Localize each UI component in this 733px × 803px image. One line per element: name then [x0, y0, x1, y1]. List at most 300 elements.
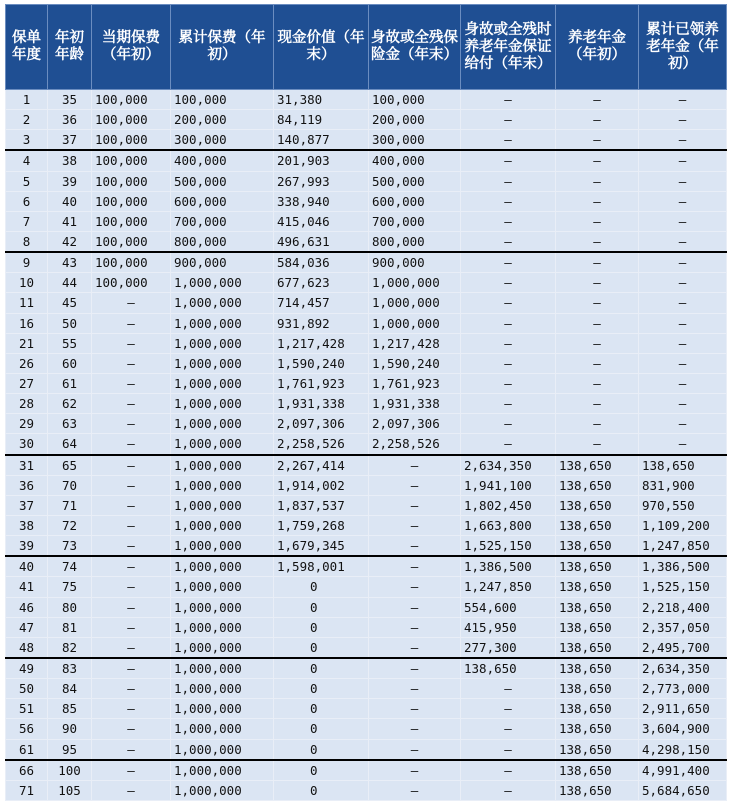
cell-cash-value: 1,217,428 — [274, 333, 369, 353]
cell-cumulative-premium: 1,000,000 — [171, 293, 274, 313]
cell-annuity: – — [556, 353, 639, 373]
cell-cumulative-annuity: – — [639, 130, 727, 151]
cell-death-benefit: – — [369, 577, 461, 597]
cell-cumulative-premium: 1,000,000 — [171, 495, 274, 515]
cell-death-benefit: 1,590,240 — [369, 353, 461, 373]
cell-annuity: 138,650 — [556, 760, 639, 781]
table-row — [6, 475, 727, 495]
cell-annuity: – — [556, 414, 639, 434]
cell-annuity: – — [556, 231, 639, 252]
cell-guaranteed-annuity-payout: – — [461, 211, 556, 231]
cell-annuity: – — [556, 130, 639, 151]
cell-guaranteed-annuity-payout: 1,386,500 — [461, 556, 556, 577]
cell-cash-value: 0 — [274, 658, 369, 679]
cell-cash-value: 1,761,923 — [274, 373, 369, 393]
cell-guaranteed-annuity-payout: – — [461, 719, 556, 739]
cell-annuity: – — [556, 150, 639, 171]
cell-current-premium: 100,000 — [92, 150, 171, 171]
cell-death-benefit: – — [369, 475, 461, 495]
cell-cumulative-annuity: 3,604,900 — [639, 719, 727, 739]
cell-cumulative-premium: 1,000,000 — [171, 739, 274, 760]
cell-guaranteed-annuity-payout: – — [461, 760, 556, 781]
cell-cumulative-premium: 1,000,000 — [171, 333, 274, 353]
header-policy-year: 保单年度 — [6, 5, 48, 90]
cell-annuity: – — [556, 434, 639, 455]
cell-cumulative-premium: 100,000 — [171, 90, 274, 110]
cell-cash-value: 31,380 — [274, 90, 369, 110]
cell-current-premium: – — [92, 475, 171, 495]
cell-death-benefit: – — [369, 597, 461, 617]
table-header — [6, 5, 727, 90]
table-row — [6, 434, 727, 455]
cell-annuity: 138,650 — [556, 515, 639, 535]
cell-death-benefit: – — [369, 760, 461, 781]
cell-guaranteed-annuity-payout: 277,300 — [461, 637, 556, 658]
cell-cumulative-premium: 800,000 — [171, 231, 274, 252]
cell-cumulative-annuity: 138,650 — [639, 455, 727, 476]
cell-cash-value: 1,598,001 — [274, 556, 369, 577]
cell-start-age: 105 — [48, 780, 92, 800]
cell-guaranteed-annuity-payout: – — [461, 171, 556, 191]
table-row — [6, 515, 727, 535]
header-cumulative-premium: 累计保费（年初） — [171, 5, 274, 90]
cell-death-benefit: – — [369, 455, 461, 476]
table-row — [6, 90, 727, 110]
cell-annuity: – — [556, 313, 639, 333]
header-start-age: 年初年龄 — [48, 5, 92, 90]
cell-cash-value: 1,914,002 — [274, 475, 369, 495]
cell-current-premium: 100,000 — [92, 231, 171, 252]
cell-policy-year: 31 — [6, 455, 48, 476]
cell-guaranteed-annuity-payout: – — [461, 150, 556, 171]
cell-guaranteed-annuity-payout: – — [461, 414, 556, 434]
cell-cumulative-premium: 1,000,000 — [171, 719, 274, 739]
cell-guaranteed-annuity-payout: – — [461, 313, 556, 333]
cell-start-age: 35 — [48, 90, 92, 110]
table-row — [6, 130, 727, 151]
cell-policy-year: 1 — [6, 90, 48, 110]
cell-death-benefit: 1,000,000 — [369, 293, 461, 313]
cell-cash-value: 1,837,537 — [274, 495, 369, 515]
cell-start-age: 60 — [48, 353, 92, 373]
cell-cash-value: 677,623 — [274, 273, 369, 293]
cell-annuity: – — [556, 252, 639, 273]
table-row — [6, 211, 727, 231]
cell-cash-value: 0 — [274, 739, 369, 760]
cell-start-age: 70 — [48, 475, 92, 495]
cell-current-premium: 100,000 — [92, 130, 171, 151]
cell-cumulative-annuity: – — [639, 313, 727, 333]
cell-death-benefit: 1,000,000 — [369, 273, 461, 293]
cell-policy-year: 7 — [6, 211, 48, 231]
cell-current-premium: – — [92, 373, 171, 393]
cell-cash-value: 2,258,526 — [274, 434, 369, 455]
cell-death-benefit: – — [369, 780, 461, 800]
cell-guaranteed-annuity-payout: – — [461, 394, 556, 414]
cell-guaranteed-annuity-payout: – — [461, 679, 556, 699]
cell-guaranteed-annuity-payout: – — [461, 333, 556, 353]
cell-guaranteed-annuity-payout: – — [461, 373, 556, 393]
cell-death-benefit: – — [369, 515, 461, 535]
cell-cumulative-premium: 1,000,000 — [171, 515, 274, 535]
cell-cumulative-premium: 1,000,000 — [171, 373, 274, 393]
header-row — [6, 5, 727, 90]
cell-start-age: 75 — [48, 577, 92, 597]
cell-annuity: – — [556, 273, 639, 293]
table-row — [6, 617, 727, 637]
cell-cumulative-annuity: 5,684,650 — [639, 780, 727, 800]
cell-cumulative-annuity: 2,911,650 — [639, 699, 727, 719]
table-row — [6, 231, 727, 252]
cell-annuity: – — [556, 90, 639, 110]
cell-guaranteed-annuity-payout: 1,525,150 — [461, 536, 556, 557]
cell-start-age: 71 — [48, 495, 92, 515]
cell-cash-value: 2,267,414 — [274, 455, 369, 476]
cell-death-benefit: 800,000 — [369, 231, 461, 252]
cell-cumulative-premium: 1,000,000 — [171, 556, 274, 577]
cell-cumulative-annuity: 2,634,350 — [639, 658, 727, 679]
cell-death-benefit: 2,258,526 — [369, 434, 461, 455]
cell-cumulative-annuity: – — [639, 333, 727, 353]
cell-start-age: 74 — [48, 556, 92, 577]
cell-policy-year: 9 — [6, 252, 48, 273]
cell-current-premium: – — [92, 313, 171, 333]
cell-death-benefit: 1,931,338 — [369, 394, 461, 414]
cell-policy-year: 29 — [6, 414, 48, 434]
cell-cumulative-premium: 1,000,000 — [171, 597, 274, 617]
cell-cash-value: 0 — [274, 617, 369, 637]
cell-guaranteed-annuity-payout: 1,663,800 — [461, 515, 556, 535]
cell-cumulative-premium: 1,000,000 — [171, 475, 274, 495]
cell-annuity: – — [556, 293, 639, 313]
cell-cash-value: 0 — [274, 637, 369, 658]
cell-policy-year: 46 — [6, 597, 48, 617]
cell-start-age: 44 — [48, 273, 92, 293]
cell-policy-year: 28 — [6, 394, 48, 414]
header-cash-value: 现金价值（年末） — [274, 5, 369, 90]
cell-death-benefit: 2,097,306 — [369, 414, 461, 434]
cell-cumulative-premium: 400,000 — [171, 150, 274, 171]
cell-cumulative-premium: 900,000 — [171, 252, 274, 273]
cell-cumulative-annuity: 970,550 — [639, 495, 727, 515]
header-cumulative-annuity: 累计已领养老年金（年初） — [639, 5, 727, 90]
cell-start-age: 39 — [48, 171, 92, 191]
cell-guaranteed-annuity-payout: – — [461, 90, 556, 110]
cell-annuity: 138,650 — [556, 699, 639, 719]
cell-cumulative-annuity: 2,357,050 — [639, 617, 727, 637]
cell-policy-year: 11 — [6, 293, 48, 313]
cell-start-age: 80 — [48, 597, 92, 617]
cell-current-premium: 100,000 — [92, 191, 171, 211]
cell-cash-value: 1,759,268 — [274, 515, 369, 535]
cell-policy-year: 2 — [6, 110, 48, 130]
cell-current-premium: – — [92, 434, 171, 455]
cell-guaranteed-annuity-payout: – — [461, 434, 556, 455]
cell-cumulative-annuity: – — [639, 434, 727, 455]
cell-death-benefit: 400,000 — [369, 150, 461, 171]
table-row — [6, 556, 727, 577]
cell-current-premium: – — [92, 333, 171, 353]
cell-current-premium: – — [92, 394, 171, 414]
cell-cumulative-annuity: 1,386,500 — [639, 556, 727, 577]
cell-annuity: 138,650 — [556, 455, 639, 476]
cell-death-benefit: 300,000 — [369, 130, 461, 151]
cell-death-benefit: 700,000 — [369, 211, 461, 231]
cell-guaranteed-annuity-payout: – — [461, 353, 556, 373]
cell-cash-value: 415,046 — [274, 211, 369, 231]
cell-annuity: – — [556, 191, 639, 211]
table-row — [6, 495, 727, 515]
cell-policy-year: 71 — [6, 780, 48, 800]
cell-death-benefit: – — [369, 637, 461, 658]
cell-current-premium: – — [92, 739, 171, 760]
cell-annuity: 138,650 — [556, 780, 639, 800]
cell-current-premium: – — [92, 597, 171, 617]
cell-death-benefit: 1,217,428 — [369, 333, 461, 353]
cell-policy-year: 6 — [6, 191, 48, 211]
cell-annuity: – — [556, 333, 639, 353]
header-guaranteed-annuity-payout: 身故或全残时养老年金保证给付（年末） — [461, 5, 556, 90]
cell-cumulative-premium: 1,000,000 — [171, 414, 274, 434]
cell-current-premium: – — [92, 760, 171, 781]
table-row — [6, 191, 727, 211]
table-row — [6, 739, 727, 760]
cell-guaranteed-annuity-payout: 554,600 — [461, 597, 556, 617]
cell-guaranteed-annuity-payout: – — [461, 780, 556, 800]
cell-cumulative-annuity: 4,298,150 — [639, 739, 727, 760]
cell-cumulative-premium: 700,000 — [171, 211, 274, 231]
cell-guaranteed-annuity-payout: – — [461, 252, 556, 273]
cell-death-benefit: 1,761,923 — [369, 373, 461, 393]
cell-annuity: 138,650 — [556, 739, 639, 760]
cell-current-premium: 100,000 — [92, 171, 171, 191]
cell-death-benefit: – — [369, 699, 461, 719]
cell-guaranteed-annuity-payout: 415,950 — [461, 617, 556, 637]
cell-cumulative-annuity: – — [639, 90, 727, 110]
cell-cash-value: 338,940 — [274, 191, 369, 211]
cell-cumulative-premium: 1,000,000 — [171, 577, 274, 597]
cell-cumulative-annuity: 831,900 — [639, 475, 727, 495]
cell-cumulative-annuity: – — [639, 191, 727, 211]
cell-policy-year: 61 — [6, 739, 48, 760]
table-row — [6, 353, 727, 373]
cell-start-age: 37 — [48, 130, 92, 151]
cell-cumulative-premium: 300,000 — [171, 130, 274, 151]
cell-policy-year: 51 — [6, 699, 48, 719]
cell-cash-value: 1,590,240 — [274, 353, 369, 373]
cell-start-age: 36 — [48, 110, 92, 130]
cell-guaranteed-annuity-payout: – — [461, 231, 556, 252]
cell-cash-value: 267,993 — [274, 171, 369, 191]
cell-cash-value: 0 — [274, 597, 369, 617]
cell-guaranteed-annuity-payout: – — [461, 699, 556, 719]
cell-guaranteed-annuity-payout: 138,650 — [461, 658, 556, 679]
header-annuity: 养老年金（年初） — [556, 5, 639, 90]
cell-cumulative-premium: 1,000,000 — [171, 455, 274, 476]
cell-start-age: 41 — [48, 211, 92, 231]
cell-cumulative-annuity: 2,773,000 — [639, 679, 727, 699]
cell-cumulative-annuity: – — [639, 373, 727, 393]
cell-current-premium: 100,000 — [92, 90, 171, 110]
table-row — [6, 313, 727, 333]
cell-cumulative-premium: 600,000 — [171, 191, 274, 211]
cell-cumulative-premium: 1,000,000 — [171, 658, 274, 679]
table-row — [6, 414, 727, 434]
cell-annuity: – — [556, 394, 639, 414]
cell-current-premium: 100,000 — [92, 273, 171, 293]
cell-cash-value: 496,631 — [274, 231, 369, 252]
table-row — [6, 333, 727, 353]
cell-policy-year: 16 — [6, 313, 48, 333]
cell-cash-value: 201,903 — [274, 150, 369, 171]
benefit-table — [5, 4, 727, 801]
cell-current-premium: – — [92, 679, 171, 699]
cell-guaranteed-annuity-payout: – — [461, 739, 556, 760]
table-row — [6, 577, 727, 597]
cell-cumulative-annuity: 1,109,200 — [639, 515, 727, 535]
cell-start-age: 95 — [48, 739, 92, 760]
cell-cash-value: 140,877 — [274, 130, 369, 151]
cell-current-premium: – — [92, 699, 171, 719]
cell-cumulative-premium: 1,000,000 — [171, 536, 274, 557]
cell-annuity: – — [556, 373, 639, 393]
cell-start-age: 50 — [48, 313, 92, 333]
table-row — [6, 394, 727, 414]
table-row — [6, 373, 727, 393]
cell-current-premium: – — [92, 617, 171, 637]
cell-policy-year: 56 — [6, 719, 48, 739]
cell-cash-value: 714,457 — [274, 293, 369, 313]
cell-death-benefit: – — [369, 617, 461, 637]
table-row — [6, 171, 727, 191]
cell-policy-year: 21 — [6, 333, 48, 353]
header-death-benefit: 身故或全残保险金（年末） — [369, 5, 461, 90]
cell-current-premium: – — [92, 536, 171, 557]
cell-cash-value: 84,119 — [274, 110, 369, 130]
cell-annuity: 138,650 — [556, 617, 639, 637]
cell-guaranteed-annuity-payout: – — [461, 130, 556, 151]
cell-cumulative-annuity: 2,218,400 — [639, 597, 727, 617]
cell-start-age: 84 — [48, 679, 92, 699]
cell-death-benefit: – — [369, 719, 461, 739]
table-row — [6, 150, 727, 171]
header-current-premium: 当期保费（年初） — [92, 5, 171, 90]
cell-cumulative-annuity: 4,991,400 — [639, 760, 727, 781]
cell-current-premium: – — [92, 719, 171, 739]
cell-start-age: 100 — [48, 760, 92, 781]
cell-cumulative-annuity: – — [639, 273, 727, 293]
cell-cash-value: 0 — [274, 699, 369, 719]
table-row — [6, 637, 727, 658]
cell-death-benefit: 1,000,000 — [369, 313, 461, 333]
cell-death-benefit: – — [369, 739, 461, 760]
cell-cash-value: 0 — [274, 577, 369, 597]
cell-guaranteed-annuity-payout: – — [461, 293, 556, 313]
cell-death-benefit: 200,000 — [369, 110, 461, 130]
cell-current-premium: – — [92, 780, 171, 800]
cell-cumulative-premium: 1,000,000 — [171, 760, 274, 781]
cell-cumulative-premium: 1,000,000 — [171, 353, 274, 373]
cell-policy-year: 48 — [6, 637, 48, 658]
table-row — [6, 719, 727, 739]
cell-policy-year: 41 — [6, 577, 48, 597]
cell-cumulative-annuity: – — [639, 150, 727, 171]
cell-cumulative-premium: 1,000,000 — [171, 617, 274, 637]
cell-annuity: – — [556, 171, 639, 191]
cell-start-age: 90 — [48, 719, 92, 739]
cell-annuity: 138,650 — [556, 719, 639, 739]
table-body — [6, 90, 727, 801]
table-row — [6, 699, 727, 719]
cell-policy-year: 66 — [6, 760, 48, 781]
cell-start-age: 40 — [48, 191, 92, 211]
table-row — [6, 293, 727, 313]
cell-death-benefit: – — [369, 556, 461, 577]
cell-policy-year: 5 — [6, 171, 48, 191]
cell-cumulative-premium: 1,000,000 — [171, 394, 274, 414]
cell-cash-value: 931,892 — [274, 313, 369, 333]
cell-death-benefit: – — [369, 536, 461, 557]
cell-death-benefit: 100,000 — [369, 90, 461, 110]
benefit-table-container — [5, 4, 727, 801]
cell-cumulative-annuity: – — [639, 394, 727, 414]
cell-start-age: 43 — [48, 252, 92, 273]
table-row — [6, 679, 727, 699]
cell-current-premium: 100,000 — [92, 252, 171, 273]
cell-death-benefit: 600,000 — [369, 191, 461, 211]
cell-cumulative-annuity: – — [639, 353, 727, 373]
cell-current-premium: – — [92, 556, 171, 577]
cell-annuity: 138,650 — [556, 658, 639, 679]
cell-guaranteed-annuity-payout: 1,941,100 — [461, 475, 556, 495]
cell-cash-value: 1,931,338 — [274, 394, 369, 414]
cell-cumulative-premium: 200,000 — [171, 110, 274, 130]
cell-guaranteed-annuity-payout: 2,634,350 — [461, 455, 556, 476]
cell-current-premium: – — [92, 353, 171, 373]
cell-policy-year: 10 — [6, 273, 48, 293]
cell-annuity: – — [556, 110, 639, 130]
cell-cumulative-premium: 1,000,000 — [171, 679, 274, 699]
cell-annuity: – — [556, 211, 639, 231]
cell-annuity: 138,650 — [556, 495, 639, 515]
cell-annuity: 138,650 — [556, 597, 639, 617]
cell-cash-value: 584,036 — [274, 252, 369, 273]
table-row — [6, 252, 727, 273]
cell-start-age: 83 — [48, 658, 92, 679]
cell-cumulative-annuity: – — [639, 293, 727, 313]
cell-start-age: 64 — [48, 434, 92, 455]
cell-death-benefit: 900,000 — [369, 252, 461, 273]
cell-cumulative-premium: 500,000 — [171, 171, 274, 191]
cell-policy-year: 4 — [6, 150, 48, 171]
cell-current-premium: – — [92, 293, 171, 313]
cell-guaranteed-annuity-payout: – — [461, 191, 556, 211]
cell-start-age: 82 — [48, 637, 92, 658]
cell-policy-year: 30 — [6, 434, 48, 455]
cell-annuity: 138,650 — [556, 556, 639, 577]
cell-cash-value: 0 — [274, 719, 369, 739]
table-row — [6, 760, 727, 781]
cell-start-age: 38 — [48, 150, 92, 171]
cell-cumulative-annuity: 1,525,150 — [639, 577, 727, 597]
cell-cumulative-annuity: 1,247,850 — [639, 536, 727, 557]
cell-guaranteed-annuity-payout: – — [461, 273, 556, 293]
cell-policy-year: 40 — [6, 556, 48, 577]
cell-annuity: 138,650 — [556, 637, 639, 658]
cell-current-premium: 100,000 — [92, 211, 171, 231]
cell-guaranteed-annuity-payout: 1,247,850 — [461, 577, 556, 597]
cell-cash-value: 0 — [274, 679, 369, 699]
